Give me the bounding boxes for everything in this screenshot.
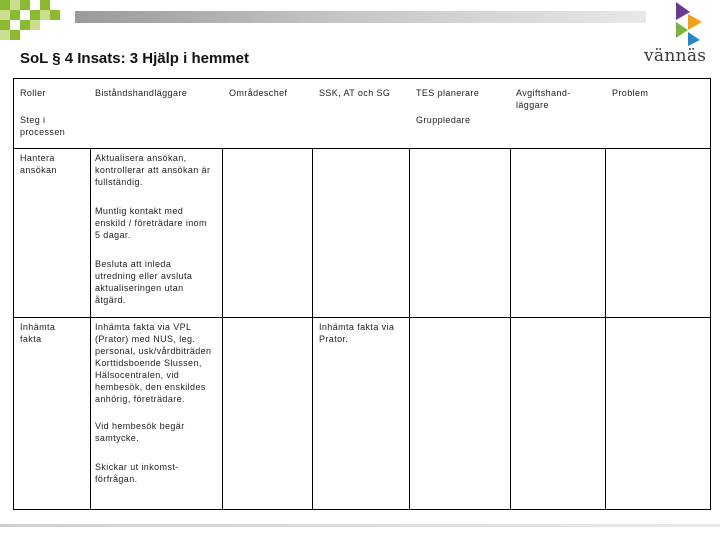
row2-ssk-text: Inhämta fakta via Prator. <box>319 322 395 344</box>
header-omradeschef: Områdeschef <box>229 88 288 98</box>
header-bar <box>75 11 646 23</box>
row1-bistand-text: Muntlig kontakt med enskild / företrädare inom 5 dagar. <box>95 206 207 240</box>
header-avgiftshandlaggare: Avgiftshand- läggare <box>516 88 571 110</box>
row2-bistand-text: Vid hembesök begär samtycke. <box>95 421 185 443</box>
page-title: SoL § 4 Insats: 3 Hjälp i hemmet <box>20 50 249 67</box>
row2-bistand-text: Inhämta fakta via VPL (Prator) med NUS, leg. personal, usk/vårdbiträden Korttidsboende Slussen, Hälsocentralen, vid hembesök, den enskildes anhörig, företrädare. <box>95 322 212 404</box>
header-bistandshandlaggare: Biståndshandläggare <box>95 88 188 98</box>
row1-bistand-text: Besluta att inleda utredning eller avsluta aktualiseringen utan åtgärd. <box>95 259 193 305</box>
header-roller: Roller <box>20 88 46 98</box>
row1-bistand-text: Aktualisera ansökan, kontrollerar att ansökan är fullständig. <box>95 153 211 187</box>
column-divider <box>409 148 410 510</box>
column-divider <box>90 148 91 510</box>
subheader-gruppledare: Gruppledare <box>416 115 471 125</box>
column-divider <box>222 148 223 510</box>
table-divider <box>13 317 711 318</box>
footer-rule <box>0 524 720 527</box>
column-divider <box>312 148 313 510</box>
row-label-hantera: Hantera ansökan <box>20 153 57 175</box>
subheader-steg: Steg i processen <box>20 115 66 137</box>
header-ssk: SSK, AT och SG <box>319 88 391 98</box>
header-problem: Problem <box>612 88 649 98</box>
row2-bistand-text: Skickar ut inkomst- förfrågan. <box>95 462 179 484</box>
table-divider <box>13 148 711 149</box>
column-divider <box>510 148 511 510</box>
row-label-inhamta: Inhämta fakta <box>20 322 56 344</box>
logo-wordmark: vännäs <box>644 46 707 66</box>
column-divider <box>605 148 606 510</box>
header-tes-planerare: TES planerare <box>416 88 480 98</box>
